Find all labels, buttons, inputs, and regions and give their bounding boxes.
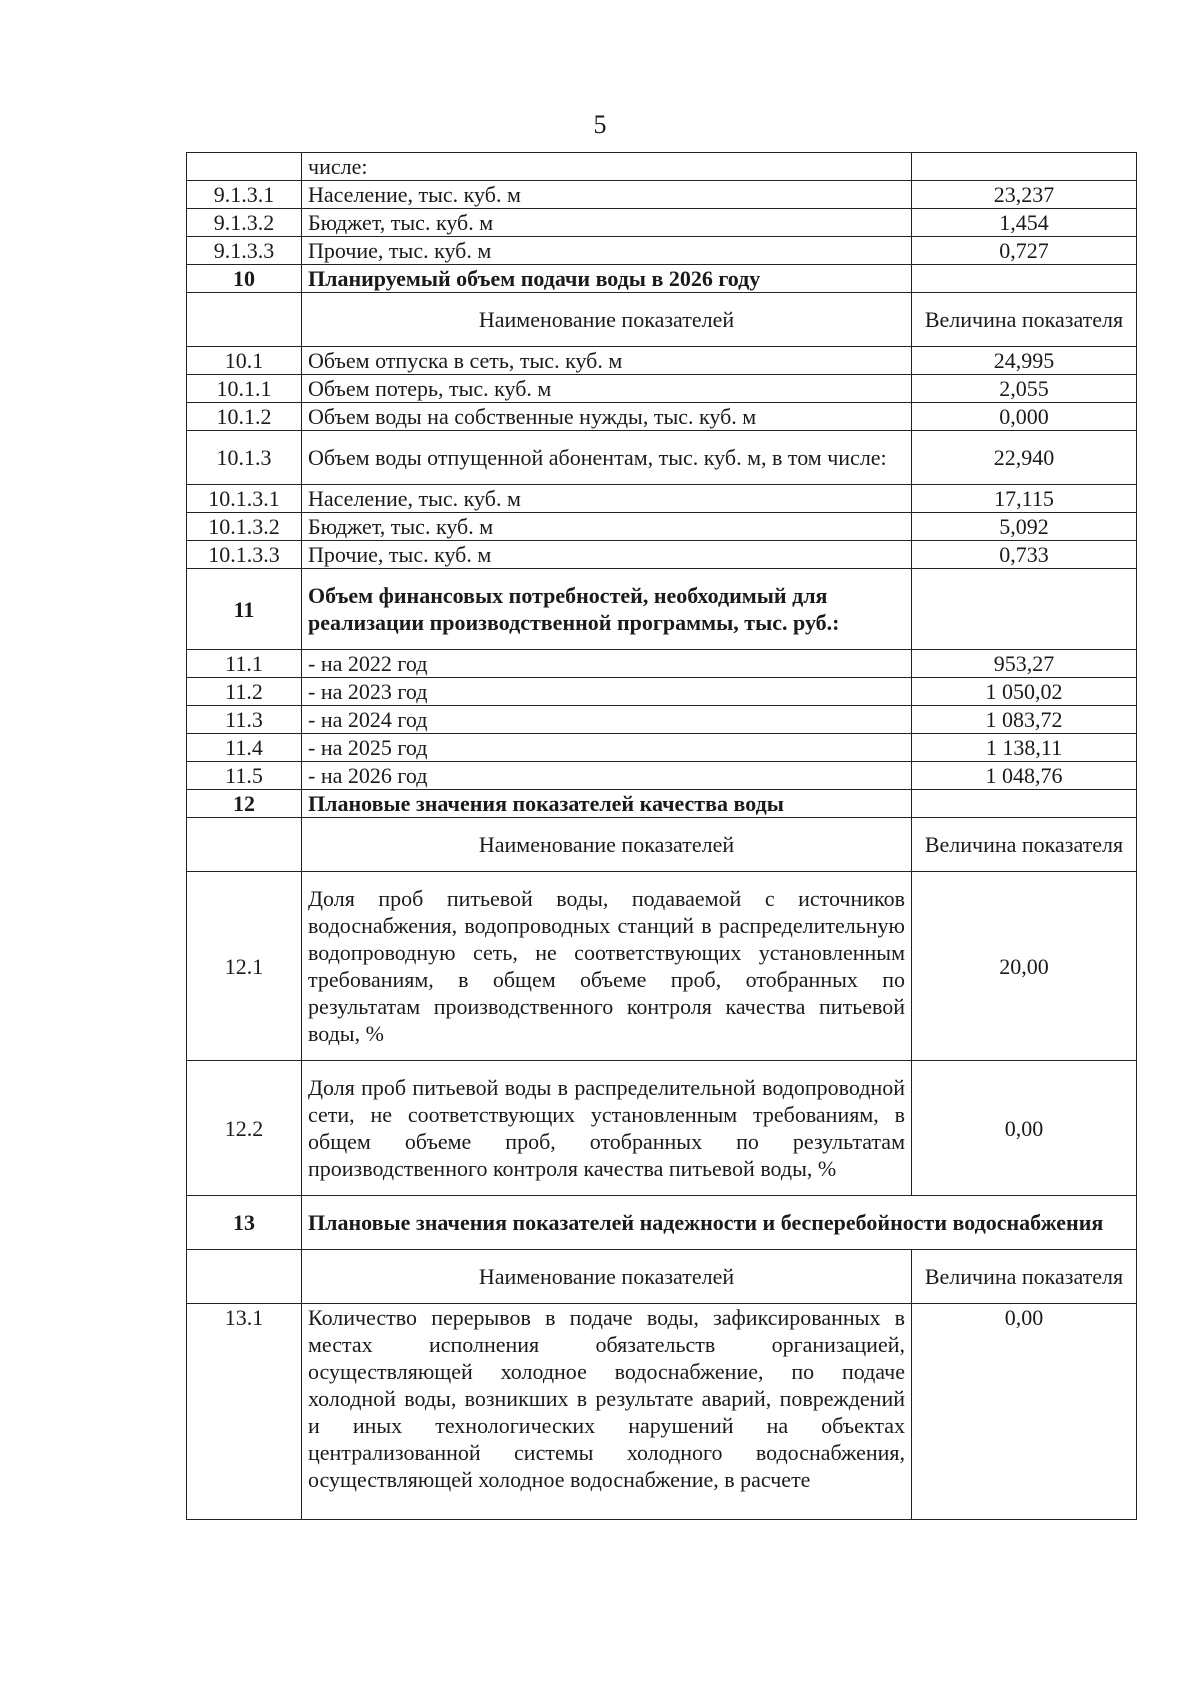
row-text: Доля проб питьевой воды, подаваемой с источников водоснабжения, водопроводных станций в распределительную водопроводную сеть, не соответствующих установленным требованиям, в общем объеме проб, отобранных по результатам производственного контроля качества питьевой воды, % — [302, 872, 912, 1061]
table-row — [187, 513, 1137, 541]
row-text: Количество перерывов в подаче воды, зафиксированных в местах исполнения обязательств организацией, осуществляющей холодное водоснабжение, по подаче холодной воды, возникших в результате аварий, повреждений и иных технологических нарушений на объектах централизованной системы холодного водоснабжения, осуществляющей холодное водоснабжение, в расчете — [302, 1304, 912, 1520]
row-value: 2,055 — [912, 375, 1137, 403]
row-number: 10.1.3.1 — [187, 485, 302, 513]
row-number: 10.1 — [187, 347, 302, 375]
row-number: 9.1.3.1 — [187, 181, 302, 209]
row-value — [912, 790, 1137, 818]
table-row — [187, 485, 1137, 513]
table-row — [187, 762, 1137, 790]
section-row — [187, 1196, 1137, 1250]
table-row — [187, 706, 1137, 734]
row-value: 23,237 — [912, 181, 1137, 209]
row-value: 20,00 — [912, 872, 1137, 1061]
row-number: 9.1.3.2 — [187, 209, 302, 237]
row-value: 0,727 — [912, 237, 1137, 265]
row-text: Объем потерь, тыс. куб. м — [302, 375, 912, 403]
row-number: 10.1.3.3 — [187, 541, 302, 569]
row-number: 10.1.3.2 — [187, 513, 302, 541]
row-text: Объем воды отпущенной абонентам, тыс. куб. м, в том числе: — [302, 431, 912, 485]
section-row — [187, 790, 1137, 818]
column-header-name: Наименование показателей — [302, 293, 912, 347]
indicators-table — [186, 152, 1137, 1520]
row-number: 11.2 — [187, 678, 302, 706]
row-value — [912, 265, 1137, 293]
row-number: 12.2 — [187, 1061, 302, 1196]
row-text: Население, тыс. куб. м — [302, 181, 912, 209]
table-row — [187, 403, 1137, 431]
table-row — [187, 650, 1137, 678]
table-row — [187, 872, 1137, 1061]
page-number: 5 — [593, 110, 607, 139]
table-row — [187, 347, 1137, 375]
section-title: Плановые значения показателей качества воды — [302, 790, 912, 818]
column-header-value: Величина показателя — [912, 293, 1137, 347]
row-text: Доля проб питьевой воды в распределительной водопроводной сети, не соответствующих установленным требованиям, в общем объеме проб, отобранных по результатам производственного контроля качества питьевой воды, % — [302, 1061, 912, 1196]
row-number: 9.1.3.3 — [187, 237, 302, 265]
row-number — [187, 1250, 302, 1304]
row-value — [912, 153, 1137, 181]
section-row — [187, 265, 1137, 293]
table-row — [187, 209, 1137, 237]
row-text: Население, тыс. куб. м — [302, 485, 912, 513]
column-header-value: Величина показателя — [912, 818, 1137, 872]
section-title: Плановые значения показателей надежности и бесперебойности водоснабжения — [302, 1196, 1137, 1250]
table-row — [187, 375, 1137, 403]
row-text: - на 2025 год — [302, 734, 912, 762]
row-text: - на 2024 год — [302, 706, 912, 734]
header-row — [187, 818, 1137, 872]
row-number — [187, 153, 302, 181]
row-value: 1 050,02 — [912, 678, 1137, 706]
table-row — [187, 431, 1137, 485]
column-header-name: Наименование показателей — [302, 1250, 912, 1304]
row-text: - на 2022 год — [302, 650, 912, 678]
table-row — [187, 734, 1137, 762]
row-number: 12.1 — [187, 872, 302, 1061]
table-row — [187, 1061, 1137, 1196]
row-text: числе: — [302, 153, 912, 181]
row-text: Прочие, тыс. куб. м — [302, 237, 912, 265]
section-title: Планируемый объем подачи воды в 2026 году — [302, 265, 912, 293]
row-value: 0,00 — [912, 1304, 1137, 1520]
section-number: 11 — [187, 569, 302, 650]
row-value: 1 048,76 — [912, 762, 1137, 790]
row-value: 0,733 — [912, 541, 1137, 569]
section-row — [187, 569, 1137, 650]
row-value: 0,00 — [912, 1061, 1137, 1196]
row-value: 0,000 — [912, 403, 1137, 431]
row-value: 1 138,11 — [912, 734, 1137, 762]
section-number: 10 — [187, 265, 302, 293]
table-row — [187, 678, 1137, 706]
row-value: 1 083,72 — [912, 706, 1137, 734]
row-text: Объем воды на собственные нужды, тыс. куб. м — [302, 403, 912, 431]
column-header-name: Наименование показателей — [302, 818, 912, 872]
table-row — [187, 1304, 1137, 1520]
header-row — [187, 293, 1137, 347]
row-number: 11.3 — [187, 706, 302, 734]
row-text: Бюджет, тыс. куб. м — [302, 513, 912, 541]
row-value — [912, 569, 1137, 650]
row-text: - на 2023 год — [302, 678, 912, 706]
section-number: 12 — [187, 790, 302, 818]
row-text: Бюджет, тыс. куб. м — [302, 209, 912, 237]
row-text: - на 2026 год — [302, 762, 912, 790]
row-value: 17,115 — [912, 485, 1137, 513]
row-number: 13.1 — [187, 1304, 302, 1520]
row-value: 1,454 — [912, 209, 1137, 237]
column-header-value: Величина показателя — [912, 1250, 1137, 1304]
row-number: 11.4 — [187, 734, 302, 762]
section-number: 13 — [187, 1196, 302, 1250]
row-number: 11.5 — [187, 762, 302, 790]
row-number — [187, 293, 302, 347]
row-text: Прочие, тыс. куб. м — [302, 541, 912, 569]
row-value: 953,27 — [912, 650, 1137, 678]
row-number: 10.1.2 — [187, 403, 302, 431]
row-number: 10.1.3 — [187, 431, 302, 485]
row-text: Объем отпуска в сеть, тыс. куб. м — [302, 347, 912, 375]
row-number: 10.1.1 — [187, 375, 302, 403]
header-row — [187, 1250, 1137, 1304]
table-row — [187, 153, 1137, 181]
row-number — [187, 818, 302, 872]
table-row — [187, 541, 1137, 569]
row-number: 11.1 — [187, 650, 302, 678]
row-value: 5,092 — [912, 513, 1137, 541]
table-row — [187, 237, 1137, 265]
table-row — [187, 181, 1137, 209]
section-title: Объем финансовых потребностей, необходимый для реализации производственной программы, тыс. руб.: — [302, 569, 912, 650]
row-value: 22,940 — [912, 431, 1137, 485]
row-value: 24,995 — [912, 347, 1137, 375]
